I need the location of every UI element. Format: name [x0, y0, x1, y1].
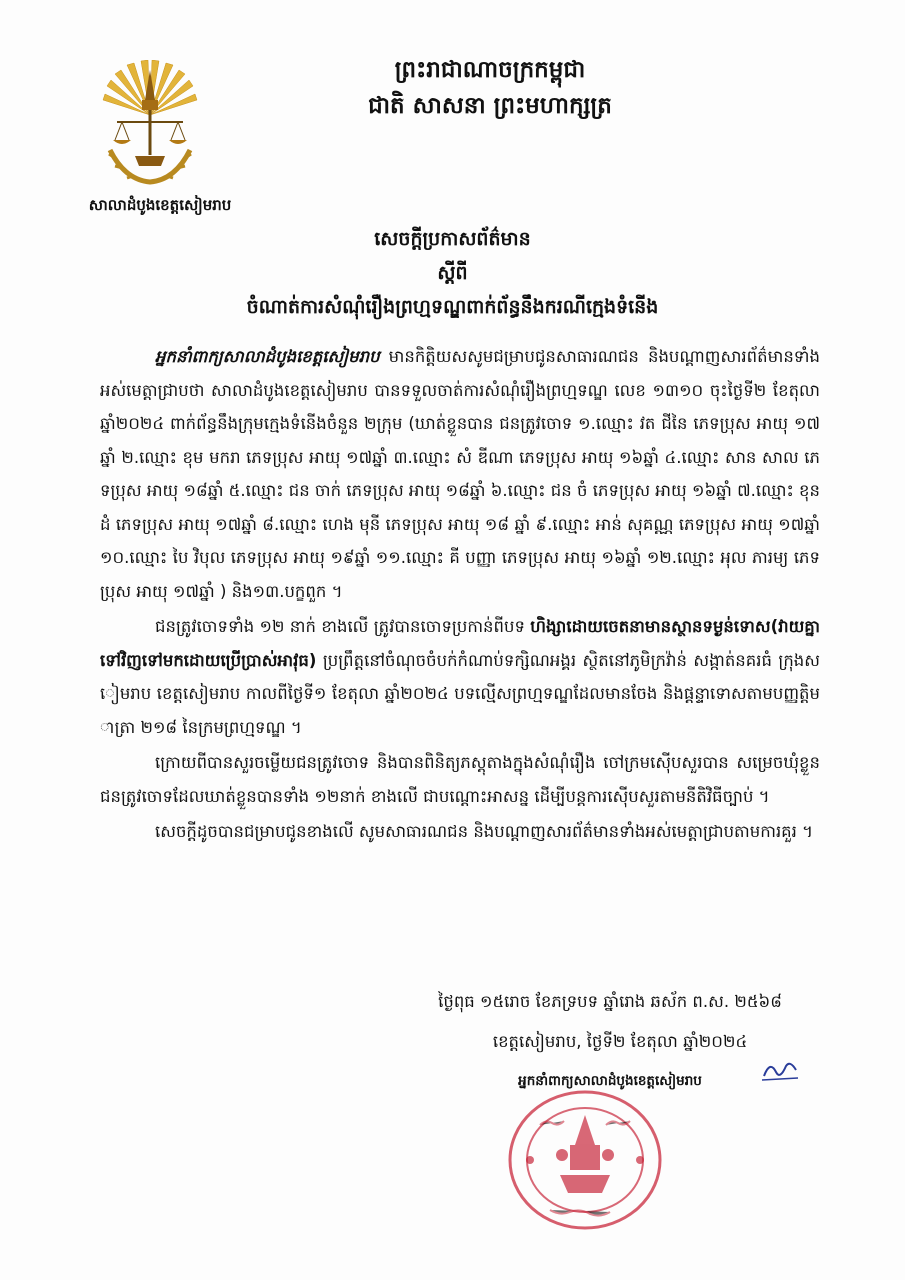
paragraph-4: សេចក្តីដូចបានជម្រាបជូនខាងលើ សូមសាធារណជន និងបណ្តាញសារព័ត៌មានទាំងអស់មេត្តាជ្រាបតាមការគួរ ។	[155, 822, 814, 841]
national-motto	[300, 52, 680, 124]
spokesperson-lead: អ្នកនាំពាក្យសាលាដំបូងខេត្តសៀមរាប	[155, 347, 380, 366]
official-seal-icon	[500, 1085, 670, 1235]
title-line-3: ចំណាត់ការសំណុំរឿងព្រហ្មទណ្ឌពាក់ព័ន្ធនឹងករណីក្មេងទំនើង	[246, 296, 659, 318]
court-emblem-icon	[95, 60, 205, 190]
title-line-2: ស្តីពី	[437, 262, 468, 284]
solar-date: ខេត្តសៀមរាប, ថ្ងៃទី២ ខែតុលា ឆ្នាំ២០២៤	[492, 1032, 748, 1051]
kingdom-name: ព្រះរាជាណាចក្រកម្ពុជា	[394, 57, 586, 83]
paragraph-2-start: ជនត្រូវចោទទាំង ១២ នាក់ ខាងលើ ត្រូវបានចោទប្រកាន់ពីបទ	[155, 617, 531, 636]
spokesperson-signature-label: អ្នកនាំពាក្យសាលាដំបូងខេត្តសៀមរាប	[518, 1073, 702, 1089]
paragraph-1	[100, 340, 820, 608]
paragraph-2-end: ប្រព្រឹត្តនៅចំណុចចំបក់កំណាប់ទក្សិណអង្គរ ស្ថិតនៅភូមិក្រវ៉ាន់ សង្កាត់នគរធំ ក្រុងសៀមរាប ខេត្តសៀមរាប កាលពីថ្ងៃទី១ ខែតុលា ឆ្នាំ២០២៤ បទល្មើសព្រហ្មទណ្ឌដែលមានចែង និងផ្តន្ទាទោសតាមបញ្ញត្តិមាត្រា ២១៨ នៃក្រមព្រហ្មទណ្ឌ ។	[100, 650, 820, 737]
motto-line: ជាតិ សាសនា ព្រះមហាក្សត្រ	[368, 93, 612, 119]
title-line-1: សេចក្តីប្រកាសព័ត៌មាន	[374, 228, 531, 250]
court-name: សាលាដំបូងខេត្តសៀមរាប	[88, 196, 232, 214]
document-body	[100, 340, 820, 851]
paragraph-3: ក្រោយពីបានសួរចម្លើយជនត្រូវចោទ និងបានពិនិត្យភស្តុតាងក្នុងសំណុំរឿង ចៅក្រមស៊ើបសួរបាន សម្រេចឃុំខ្លួនជនត្រូវចោទដែលឃាត់ខ្លួនបានទាំង ១២នាក់ ខាងលើ ជាបណ្តោះអាសន្ន ដើម្បីបន្តការស៊ើបសួរតាមនីតិវិធីច្បាប់ ។	[100, 753, 820, 806]
paragraph-2	[100, 610, 820, 744]
charge-text: ហិង្សាដោយចេតនាមានស្ថានទម្ងន់ទោស(វាយគ្នាទៅវិញទៅមកដោយប្រើប្រាស់អាវុធ)	[100, 617, 820, 670]
paragraph-1-text: មានកិត្តិយសសូមជម្រាបជូនសាធារណជន និងបណ្តាញសារព័ត៌មានទាំងអស់មេត្តាជ្រាបថា សាលាដំបូងខេត្តសៀមរាប បានទទួលចាត់ការសំណុំរឿងព្រហ្មទណ្ឌ លេខ ១៣១០ ចុះថ្ងៃទី២ ខែតុលា ឆ្នាំ២០២៤ ពាក់ព័ន្ធនឹងក្រុមក្មេងទំនើងចំនួន ២ក្រុម (ឃាត់ខ្លួនបាន ជនត្រូវចោទ ១.ឈ្មោះ វត ជីនៃ ភេទប្រុស អាយុ ១៧ឆ្នាំ ២.ឈ្មោះ ខុម មករា ភេទប្រុស អាយុ ១៧ឆ្នាំ ៣.ឈ្មោះ សំ ឌីណា ភេទប្រុស អាយុ ១៦ឆ្នាំ ៤.ឈ្មោះ សាន សាល ភេទប្រុស អាយុ ១៨ឆ្នាំ ៥.ឈ្មោះ ជន ចាក់ ភេទប្រុស អាយុ ១៨ឆ្នាំ ៦.ឈ្មោះ ជន ចំ ភេទប្រុស អាយុ ១៦ឆ្នាំ ៧.ឈ្មោះ ខុន ដំ ភេទប្រុស អាយុ ១៧ឆ្នាំ ៨.ឈ្មោះ ហេង មុនី ភេទប្រុស អាយុ ១៨ ឆ្នាំ ៩.ឈ្មោះ អាន់ សុគណ្ណ ភេទប្រុស អាយុ ១៧ឆ្នាំ ១០.ឈ្មោះ បៃ វិបុល ភេទប្រុស អាយុ ១៩ឆ្នាំ ១១.ឈ្មោះ គី បញ្ញា ភេទប្រុស អាយុ ១៦ឆ្នាំ ១២.ឈ្មោះ អុល ភារម្យ ភេទប្រុស អាយុ ១៧ឆ្នាំ ) និង១៣.បក្ខពួក ។	[100, 347, 820, 601]
lunar-date: ថ្ងៃពុធ ១៥រោច ខែភទ្របទ ឆ្នាំរោង ឆស័ក ព.ស. ២៥៦៨	[438, 992, 782, 1011]
document-title	[120, 222, 785, 324]
